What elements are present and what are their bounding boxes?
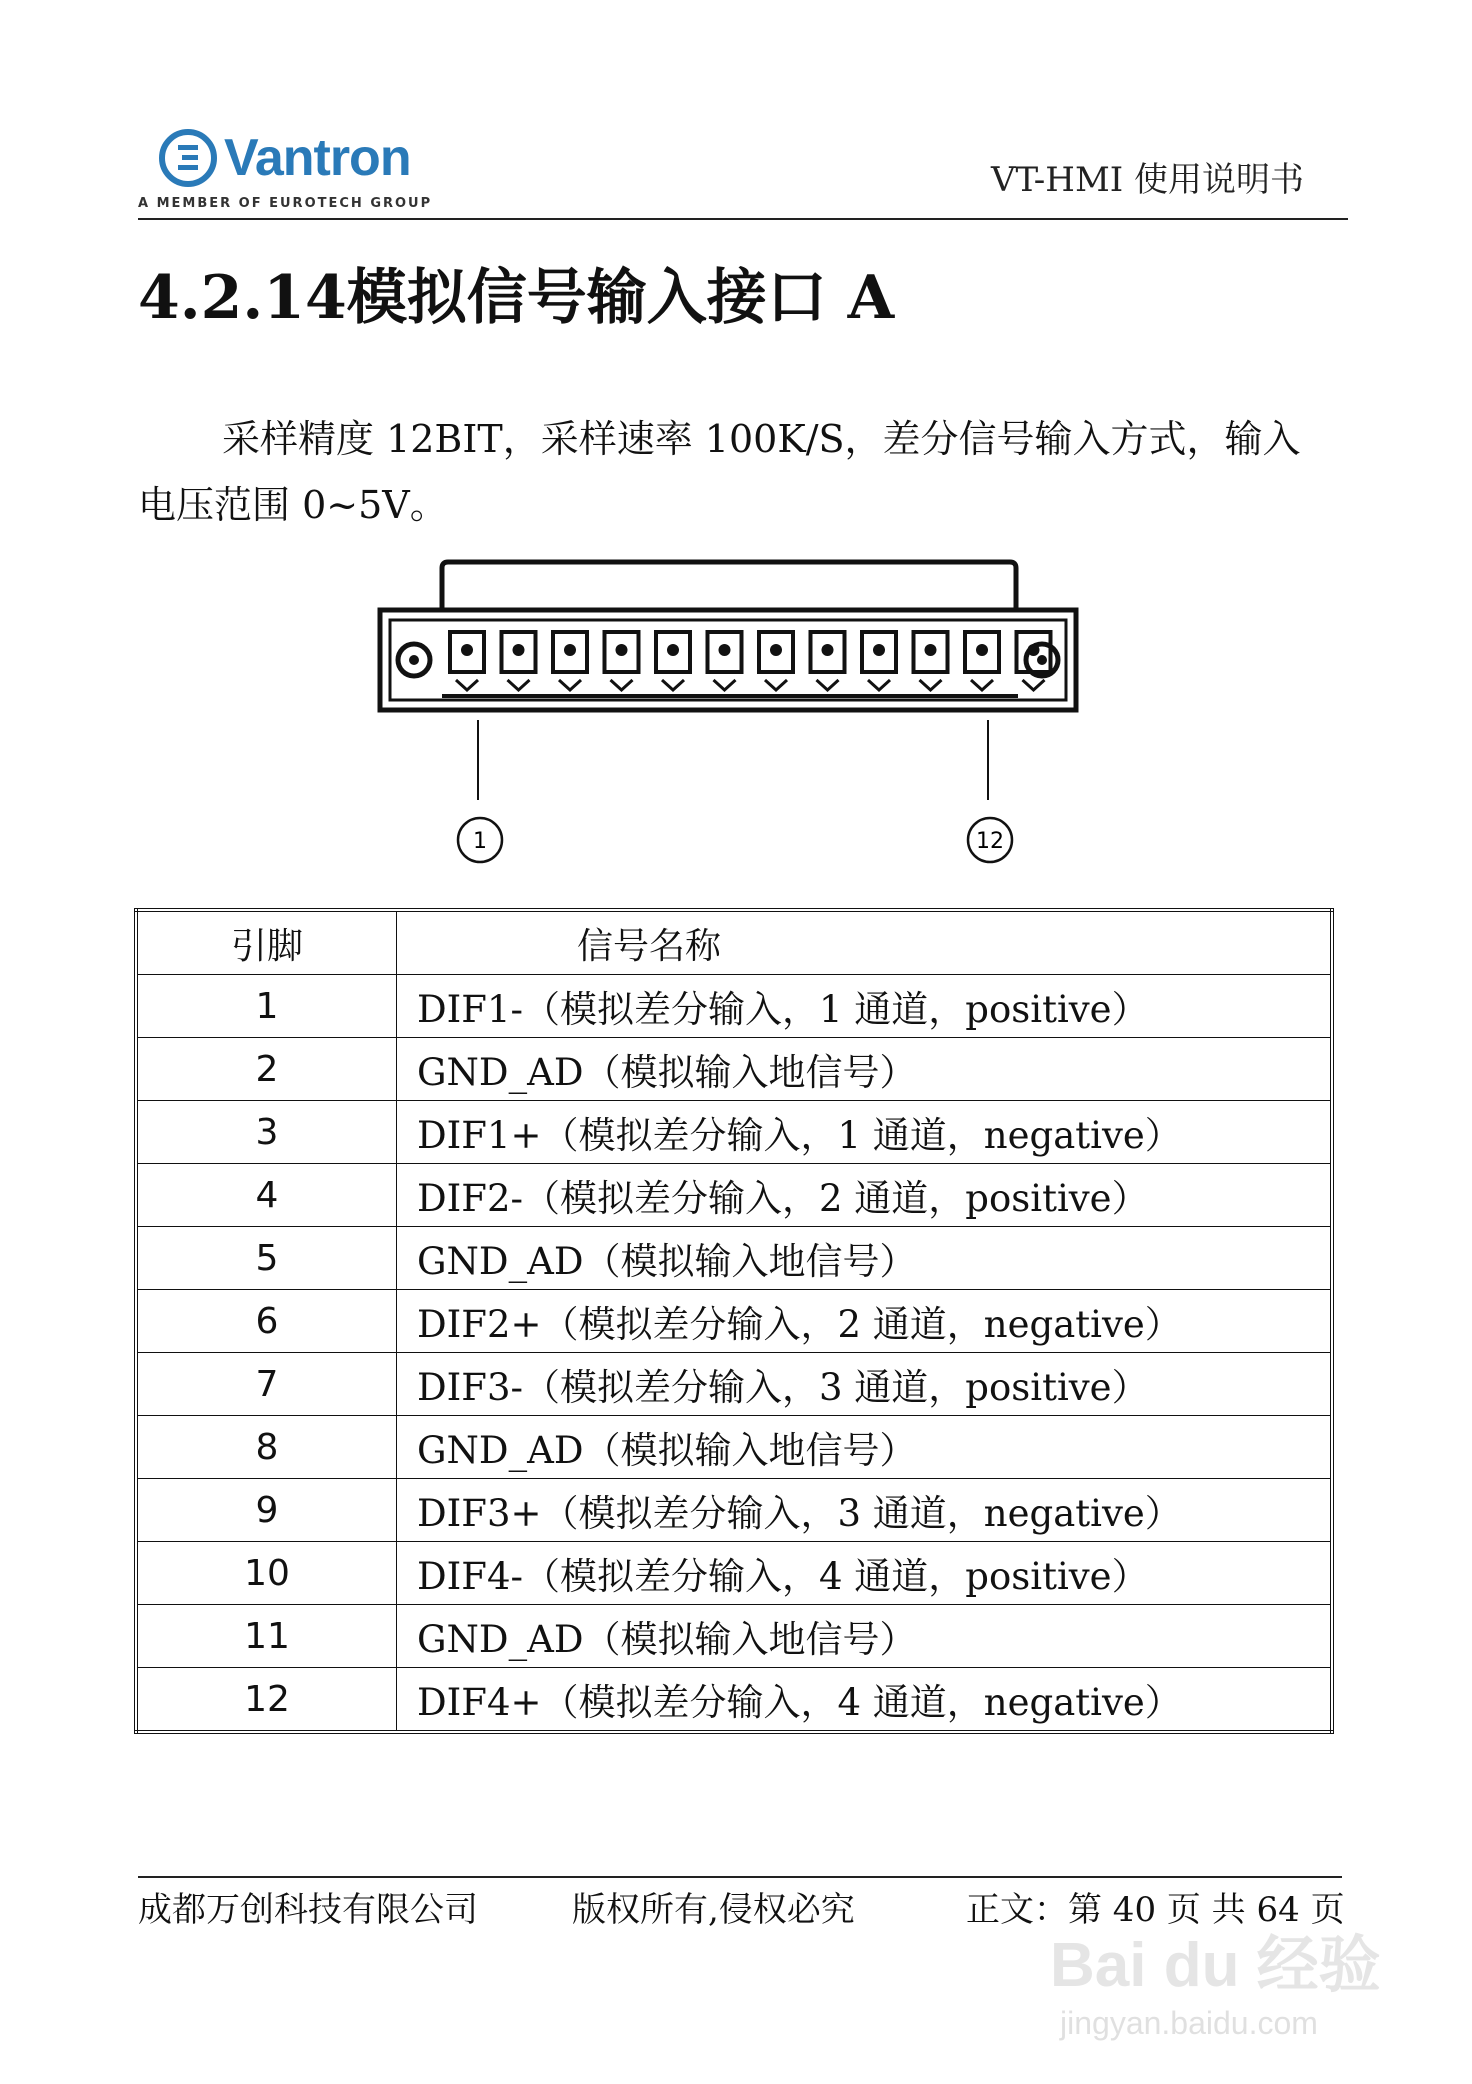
connector-pin (965, 632, 999, 690)
pin-number: 7 (136, 1353, 397, 1416)
signal-name: DIF4+（模拟差分输入，4 通道，negative） (397, 1668, 1333, 1733)
footer-divider (138, 1876, 1342, 1878)
connector-pin (708, 632, 742, 690)
signal-name: GND_AD（模拟输入地信号） (397, 1416, 1333, 1479)
pin-number: 11 (136, 1605, 397, 1668)
signal-name: DIF4-（模拟差分输入，4 通道，positive） (397, 1542, 1333, 1605)
watermark-text: Bai du 经验 (1050, 1931, 1381, 2000)
connector-pin (553, 632, 587, 690)
table-row (136, 1290, 1332, 1353)
signal-name: GND_AD（模拟输入地信号） (397, 1227, 1333, 1290)
table-row (136, 1227, 1332, 1290)
signal-name: DIF3+（模拟差分输入，3 通道，negative） (397, 1479, 1333, 1542)
connector-pin (811, 632, 845, 690)
pin-number: 6 (136, 1290, 397, 1353)
header-pin: 引脚 (136, 910, 397, 975)
table-row (136, 1668, 1332, 1733)
connector-pin (759, 632, 793, 690)
logo-tagline: A MEMBER OF EUROTECH GROUP (138, 196, 433, 211)
pin-number: 9 (136, 1479, 397, 1542)
table-row (136, 1479, 1332, 1542)
pin-number: 1 (136, 975, 397, 1038)
connector-pin (605, 632, 639, 690)
pin-callout-1: 1 (473, 829, 487, 854)
table-row (136, 1353, 1332, 1416)
signal-name: DIF2+（模拟差分输入，2 通道，negative） (397, 1290, 1333, 1353)
table-row (136, 1542, 1332, 1605)
pin-number: 10 (136, 1542, 397, 1605)
connector-pin (656, 632, 690, 690)
pin-assignment-table (134, 908, 1334, 1734)
connector-pin (502, 632, 536, 690)
intro-paragraph: 采样精度 12BIT，采样速率 100K/S，差分信号输入方式，输入电压范围 0~5V。 (138, 417, 1301, 527)
pin-number: 4 (136, 1164, 397, 1227)
header-divider (138, 218, 1348, 220)
connector-pin (914, 632, 948, 690)
pin-number: 2 (136, 1038, 397, 1101)
pin-number: 5 (136, 1227, 397, 1290)
signal-name: GND_AD（模拟输入地信号） (397, 1038, 1333, 1101)
pin-number: 8 (136, 1416, 397, 1479)
vantron-logo-icon (158, 128, 218, 188)
connector-pin (450, 632, 484, 690)
pin-number: 12 (136, 1668, 397, 1733)
signal-name: GND_AD（模拟输入地信号） (397, 1605, 1333, 1668)
table-row (136, 1038, 1332, 1101)
logo-brand: Vantron (224, 129, 411, 187)
table-header-row (136, 910, 1332, 975)
document-title: VT-HMI 使用说明书 (990, 160, 1304, 200)
table-row (136, 1605, 1332, 1668)
footer-company: 成都万创科技有限公司 (138, 1890, 478, 1930)
footer-page-info: 正文：第 40 页 共 64 页 (966, 1890, 1345, 1930)
pin-number: 3 (136, 1101, 397, 1164)
connector-pin (862, 632, 896, 690)
pin-callout-12: 12 (976, 829, 1004, 854)
section-title: 4.2.14模拟信号输入接口 A (138, 263, 895, 333)
table-row (136, 1164, 1332, 1227)
signal-name: DIF1-（模拟差分输入，1 通道，positive） (397, 975, 1333, 1038)
baidu-watermark (1050, 1915, 1390, 2045)
signal-name: DIF2-（模拟差分输入，2 通道，positive） (397, 1164, 1333, 1227)
header-signal-name: 信号名称 (397, 910, 1333, 975)
footer-copyright: 版权所有,侵权必究 (572, 1890, 855, 1930)
signal-name: DIF1+（模拟差分输入，1 通道，negative） (397, 1101, 1333, 1164)
watermark-url: jingyan.baidu.com (1060, 2005, 1318, 2041)
table-row (136, 1416, 1332, 1479)
table-row (136, 975, 1332, 1038)
connector-diagram (350, 548, 1110, 888)
table-row (136, 1101, 1332, 1164)
vantron-logo (138, 128, 438, 218)
signal-name: DIF3-（模拟差分输入，3 通道，positive） (397, 1353, 1333, 1416)
